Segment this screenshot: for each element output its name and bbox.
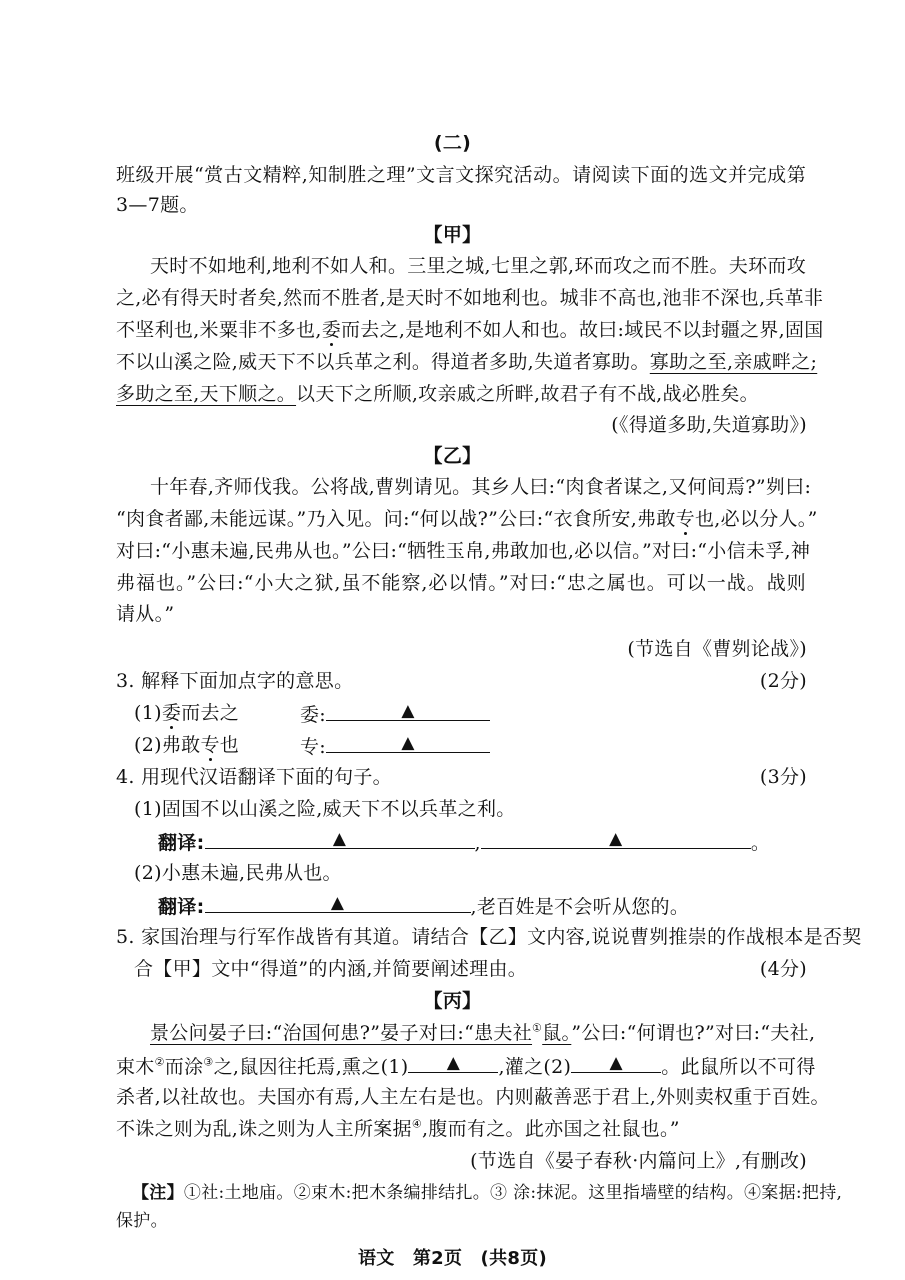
yi-source: (节选自《曹刿论战》) xyxy=(627,638,807,660)
yi-line-5: 请从。” xyxy=(116,603,175,625)
bing-line-3: 杀者,以社故也。夫国亦有焉,人主左右是也。内则蔽善恶于君上,外则卖权重于百姓。 xyxy=(116,1086,830,1108)
bing-line-1: 景公问晏子曰:“治国何患?”晏子对曰:“患夫社①鼠。”公曰:“何谓也?”对曰:“夫社, xyxy=(150,1021,816,1044)
yi-line-2: “肉食者鄙,未能远谋。”乃入见。问:“何以战?”公曰:“衣食所安,弗敢专也,必以分人。” xyxy=(116,508,818,530)
intro-line-2: 3—7题。 xyxy=(116,194,199,216)
annotation-line-1: 【注】①社:土地庙。②束木:把木条编排结扎。③ 涂:抹泥。这里指墙壁的结构。④案据:把持, xyxy=(132,1183,843,1203)
answer-blank-zhuan[interactable]: ▲ xyxy=(326,732,490,753)
bing-blank-1[interactable]: ▲ xyxy=(408,1052,498,1073)
q3-stem: 3. 解释下面加点字的意思。 xyxy=(116,670,354,692)
passage-yi-label: 【乙】 xyxy=(423,445,482,467)
q5-score: (4分) xyxy=(759,958,807,980)
translation-blank-1a[interactable]: ▲ xyxy=(205,828,475,849)
passage-bing-label: 【丙】 xyxy=(423,990,482,1012)
page-footer: 语文 第2页 (共8页) xyxy=(357,1248,548,1269)
jia-line-2: 之,必有得天时者矣,然而不胜者,是天时不如地利也。城非不高也,池非不深也,兵革非 xyxy=(116,287,824,309)
q3-score: (2分) xyxy=(759,670,807,692)
q4-score: (3分) xyxy=(759,766,807,788)
jia-source: (《得道多助,失道寡助》) xyxy=(611,414,807,436)
q3-item-1-answer: 委: ▲ xyxy=(300,700,490,728)
dotted-char-zhuan: 专 xyxy=(675,508,695,530)
yi-line-4: 弗福也。”公曰:“小大之狱,虽不能察,必以情。”对曰:“忠之属也。可以一战。战则 xyxy=(116,572,806,594)
translation-blank-1b[interactable]: ▲ xyxy=(481,828,751,849)
q4-stem: 4. 用现代汉语翻译下面的句子。 xyxy=(116,766,392,788)
dotted-char-wei: 委 xyxy=(321,319,341,341)
q3-item-2: (2)弗敢专也 xyxy=(134,734,240,756)
q3-item-1: (1)委而去之 xyxy=(134,702,240,724)
intro-line-1: 班级开展“赏古文精粹,知制胜之理”文言文探究活动。请阅读下面的选文并完成第 xyxy=(116,164,806,186)
annotation-line-2: 保护。 xyxy=(116,1211,168,1231)
jia-line-1: 天时不如地利,地利不如人和。三里之城,七里之郭,环而攻之而不胜。夫环而攻 xyxy=(150,255,806,277)
answer-blank-wei[interactable]: ▲ xyxy=(326,700,490,721)
yi-line-3: 对曰:“小惠未遍,民弗从也。”公曰:“牺牲玉帛,弗敢加也,必以信。”对曰:“小信未孚,神 xyxy=(116,540,811,562)
bing-source: (节选自《晏子春秋·内篇问上》,有删改) xyxy=(470,1150,807,1172)
bing-line-4: 不诛之则为乱,诛之则为人主所案据④,腹而有之。此亦国之社鼠也。” xyxy=(116,1117,680,1140)
jia-line-3: 不坚利也,米粟非不多也,委而去之,是地利不如人和也。故曰:域民不以封疆之界,固国 xyxy=(116,319,824,341)
translation-blank-2[interactable]: ▲ xyxy=(205,892,471,913)
q4-sentence-2: (2)小惠未遍,民弗从也。 xyxy=(134,862,342,884)
jia-line-4: 不以山溪之险,威天下不以兵革之利。得道者多助,失道者寡助。寡助之至,亲戚畔之; xyxy=(116,351,818,373)
yi-line-1: 十年春,齐师伐我。公将战,曹刿请见。其乡人曰:“肉食者谋之,又何间焉?”刿曰: xyxy=(150,476,812,498)
q5-line-2: 合【甲】文中“得道”的内涵,并简要阐述理由。 xyxy=(134,958,528,980)
q4-sentence-1: (1)固国不以山溪之险,威天下不以兵革之利。 xyxy=(134,798,516,820)
q4-answer-1: 翻译: ▲ , ▲ 。 xyxy=(158,829,771,854)
jia-line-5: 多助之至,天下顺之。以天下之所顺,攻亲戚之所畔,故君子有不战,战必胜矣。 xyxy=(116,383,759,405)
q5-line-1: 5. 家国治理与行军作战皆有其道。请结合【乙】文内容,说说曹刿推崇的作战根本是否契 xyxy=(116,926,862,948)
q4-answer-2: 翻译: ▲ ,老百姓是不会听从您的。 xyxy=(158,893,690,918)
passage-jia-label: 【甲】 xyxy=(423,224,482,246)
bing-line-2: 束木②而涂③之,鼠因往托焉,熏之(1) ▲ ,灌之(2) ▲ 。此鼠所以不可得 xyxy=(116,1053,816,1078)
q3-item-2-answer: 专: ▲ xyxy=(300,732,490,760)
bing-blank-2[interactable]: ▲ xyxy=(571,1052,661,1073)
section-title: (二) xyxy=(433,132,472,154)
